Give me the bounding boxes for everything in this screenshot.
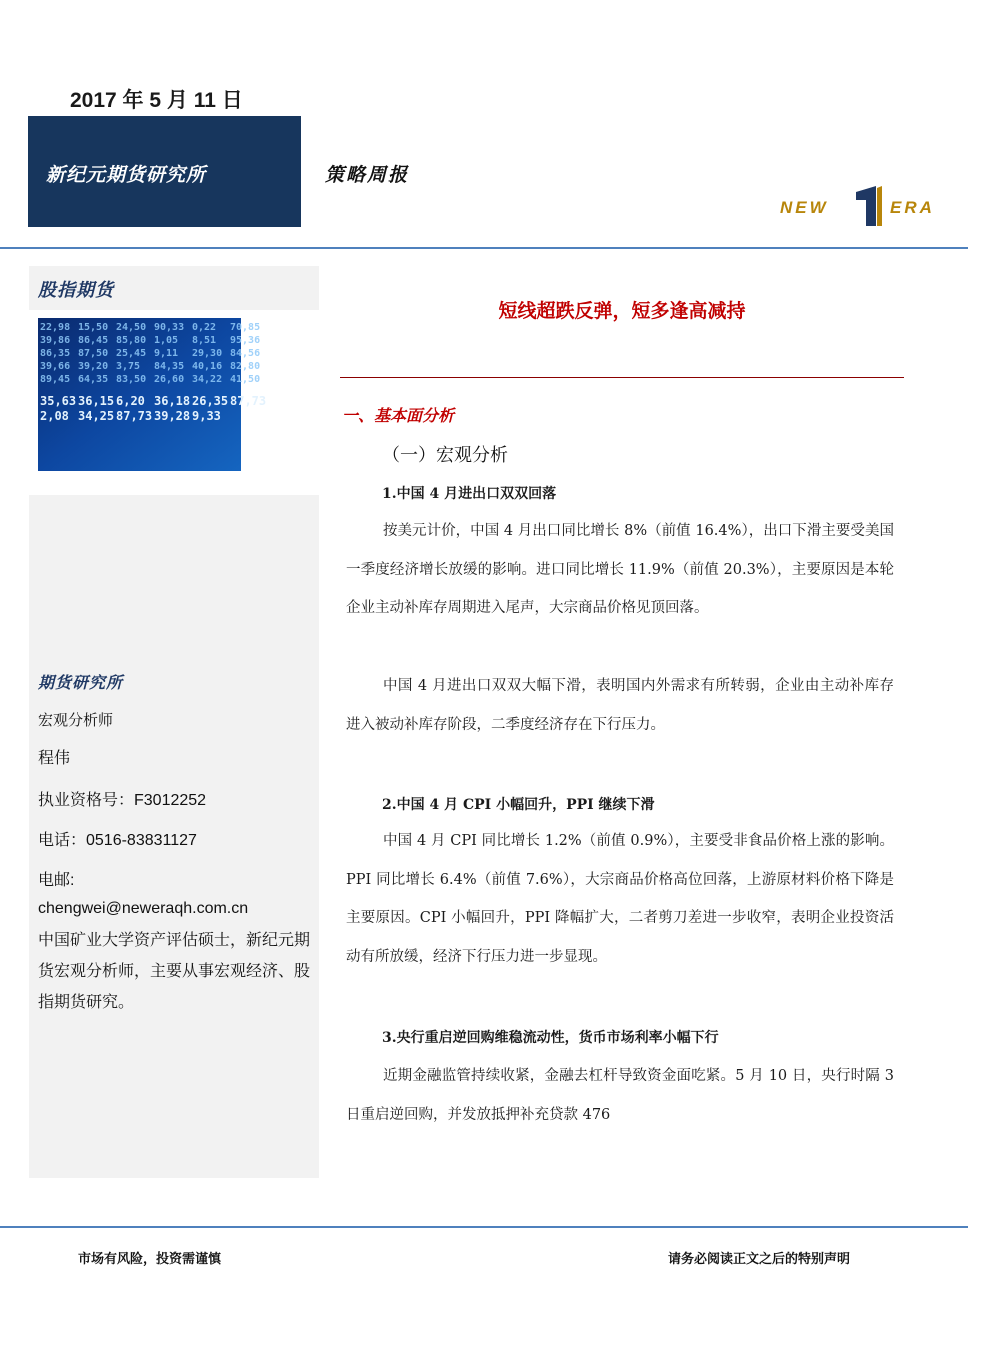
section-heading: 一、基本面分析 (342, 406, 455, 425)
logo-text-new: NEW (780, 198, 829, 217)
ticker-number: 85,80 (116, 335, 147, 346)
new-era-logo (778, 186, 952, 226)
item1-paragraph-1: 按美元计价，中国 4 月出口同比增长 8%（前值 16.4%），出口下滑主要受美国一季度经济增长放缓的影响。进口同比增长 11.9%（前值 20.3%），主要原因是本轮企业主动补库存周期进入尾声，大宗商品价格见顶回落。 (346, 523, 894, 616)
risk-warning: 市场有风险，投资需谨慎 (78, 1252, 222, 1267)
item2-paragraph: 中国 4 月 CPI 同比增长 1.2%（前值 0.9%），主要受非食品价格上涨的影响。PPI 同比增长 6.4%（前值 7.6%），大宗商品价格高位回落，上游原材料价格下降是主要原因。CPI 小幅回升，PPI 降幅扩大，二者剪刀差进一步收窄，表明企业投资活动有所放缓，经济下行压力进一步显现。 (346, 833, 894, 965)
ticker-number: 39,20 (78, 361, 109, 372)
ticker-number: 64,35 (78, 374, 109, 385)
ticker-number: 86,45 (78, 335, 109, 346)
ticker-number: 87,50 (78, 348, 109, 359)
license-number: 执业资格号：F3012252 (38, 792, 207, 809)
subsection-heading: （一）宏观分析 (382, 445, 508, 465)
logo-mark-icon (856, 186, 876, 226)
item3-heading: 3.央行重启逆回购维稳流动性，货币市场利率小幅下行 (382, 1030, 719, 1046)
report-title: 短线超跌反弹，短多逢高减持 (498, 301, 746, 322)
ticker-number: 95,36 (230, 335, 261, 346)
ticker-number: 89,45 (40, 374, 71, 385)
ticker-number: 84,35 (154, 361, 185, 372)
header-rule (0, 247, 968, 249)
ticker-number: 87,73 (116, 409, 153, 423)
institute-name: 新纪元期货研究所 (46, 164, 207, 186)
logo-text-era: ERA (890, 198, 935, 217)
ticker-number: 2,08 (40, 409, 69, 423)
ticker-number: 22,98 (40, 322, 71, 333)
ticker-number: 87,73 (230, 394, 267, 408)
ticker-number: 41,50 (230, 374, 261, 385)
ticker-number: 36,15 (78, 394, 115, 408)
analyst-bio: 中国矿业大学资产评估硕士，新纪元期货宏观分析师，主要从事宏观经济、股指期货研究。 (38, 932, 311, 1011)
ticker-number: 1,05 (154, 335, 179, 346)
ticker-number: 86,35 (40, 348, 71, 359)
ticker-number: 70,85 (230, 322, 261, 333)
ticker-number: 34,22 (192, 374, 223, 385)
ticker-number: 26,60 (154, 374, 185, 385)
item1-paragraph-2: 中国 4 月进出口双双大幅下滑，表明国内外需求有所转弱，企业由主动补库存进入被动补库存阶段，二季度经济存在下行压力。 (346, 678, 894, 733)
email-link[interactable]: chengwei@neweraqh.com.cn (38, 900, 249, 917)
ticker-number: 39,66 (40, 361, 71, 372)
stock-ticker-image (38, 318, 267, 471)
sidebar-category: 股指期货 (38, 280, 114, 301)
ticker-number: 25,45 (116, 348, 147, 359)
ticker-number: 26,35 (192, 394, 229, 408)
ticker-number: 3,75 (116, 361, 141, 372)
ticker-number: 83,50 (116, 374, 147, 385)
ticker-number: 6,20 (116, 394, 145, 408)
ticker-number: 8,51 (192, 335, 217, 346)
ticker-number: 29,30 (192, 348, 223, 359)
ticker-number: 39,28 (154, 409, 191, 423)
disclaimer-note: 请务必阅读正文之后的特别声明 (668, 1252, 851, 1267)
ticker-number: 82,80 (230, 361, 261, 372)
item2-heading: 2.中国 4 月 CPI 小幅回升，PPI 继续下滑 (382, 797, 655, 813)
ticker-number: 84,56 (230, 348, 261, 359)
analyst-name: 程伟 (38, 750, 71, 767)
ticker-number: 39,86 (40, 335, 71, 346)
report-type: 策略周报 (325, 164, 410, 186)
email-label: 电邮: (38, 872, 75, 889)
item3-paragraph: 近期金融监管持续收紧，金融去杠杆导致资金面吃紧。5 月 10 日，央行时隔 3 日重启逆回购，并发放抵押补充贷款 476 (346, 1068, 894, 1123)
item1-heading: 1.中国 4 月进出口双双回落 (382, 486, 557, 502)
ticker-number: 36,18 (154, 394, 191, 408)
ticker-number: 34,25 (78, 409, 115, 423)
report-date: 2017 年 5 月 11 日 (70, 89, 243, 112)
analyst-role: 宏观分析师 (38, 712, 114, 729)
phone-number: 电话：0516-83831127 (38, 832, 197, 849)
footer-rule (0, 1226, 968, 1228)
title-rule (340, 377, 904, 378)
ticker-number: 24,50 (116, 322, 147, 333)
ticker-number: 9,33 (192, 409, 221, 423)
ticker-number: 35,63 (40, 394, 77, 408)
ticker-number: 90,33 (154, 322, 185, 333)
sidebar-department: 期货研究所 (38, 673, 124, 692)
ticker-number: 40,16 (192, 361, 223, 372)
ticker-number: 9,11 (154, 348, 179, 359)
ticker-number: 0,22 (192, 322, 217, 333)
ticker-number: 15,50 (78, 322, 109, 333)
